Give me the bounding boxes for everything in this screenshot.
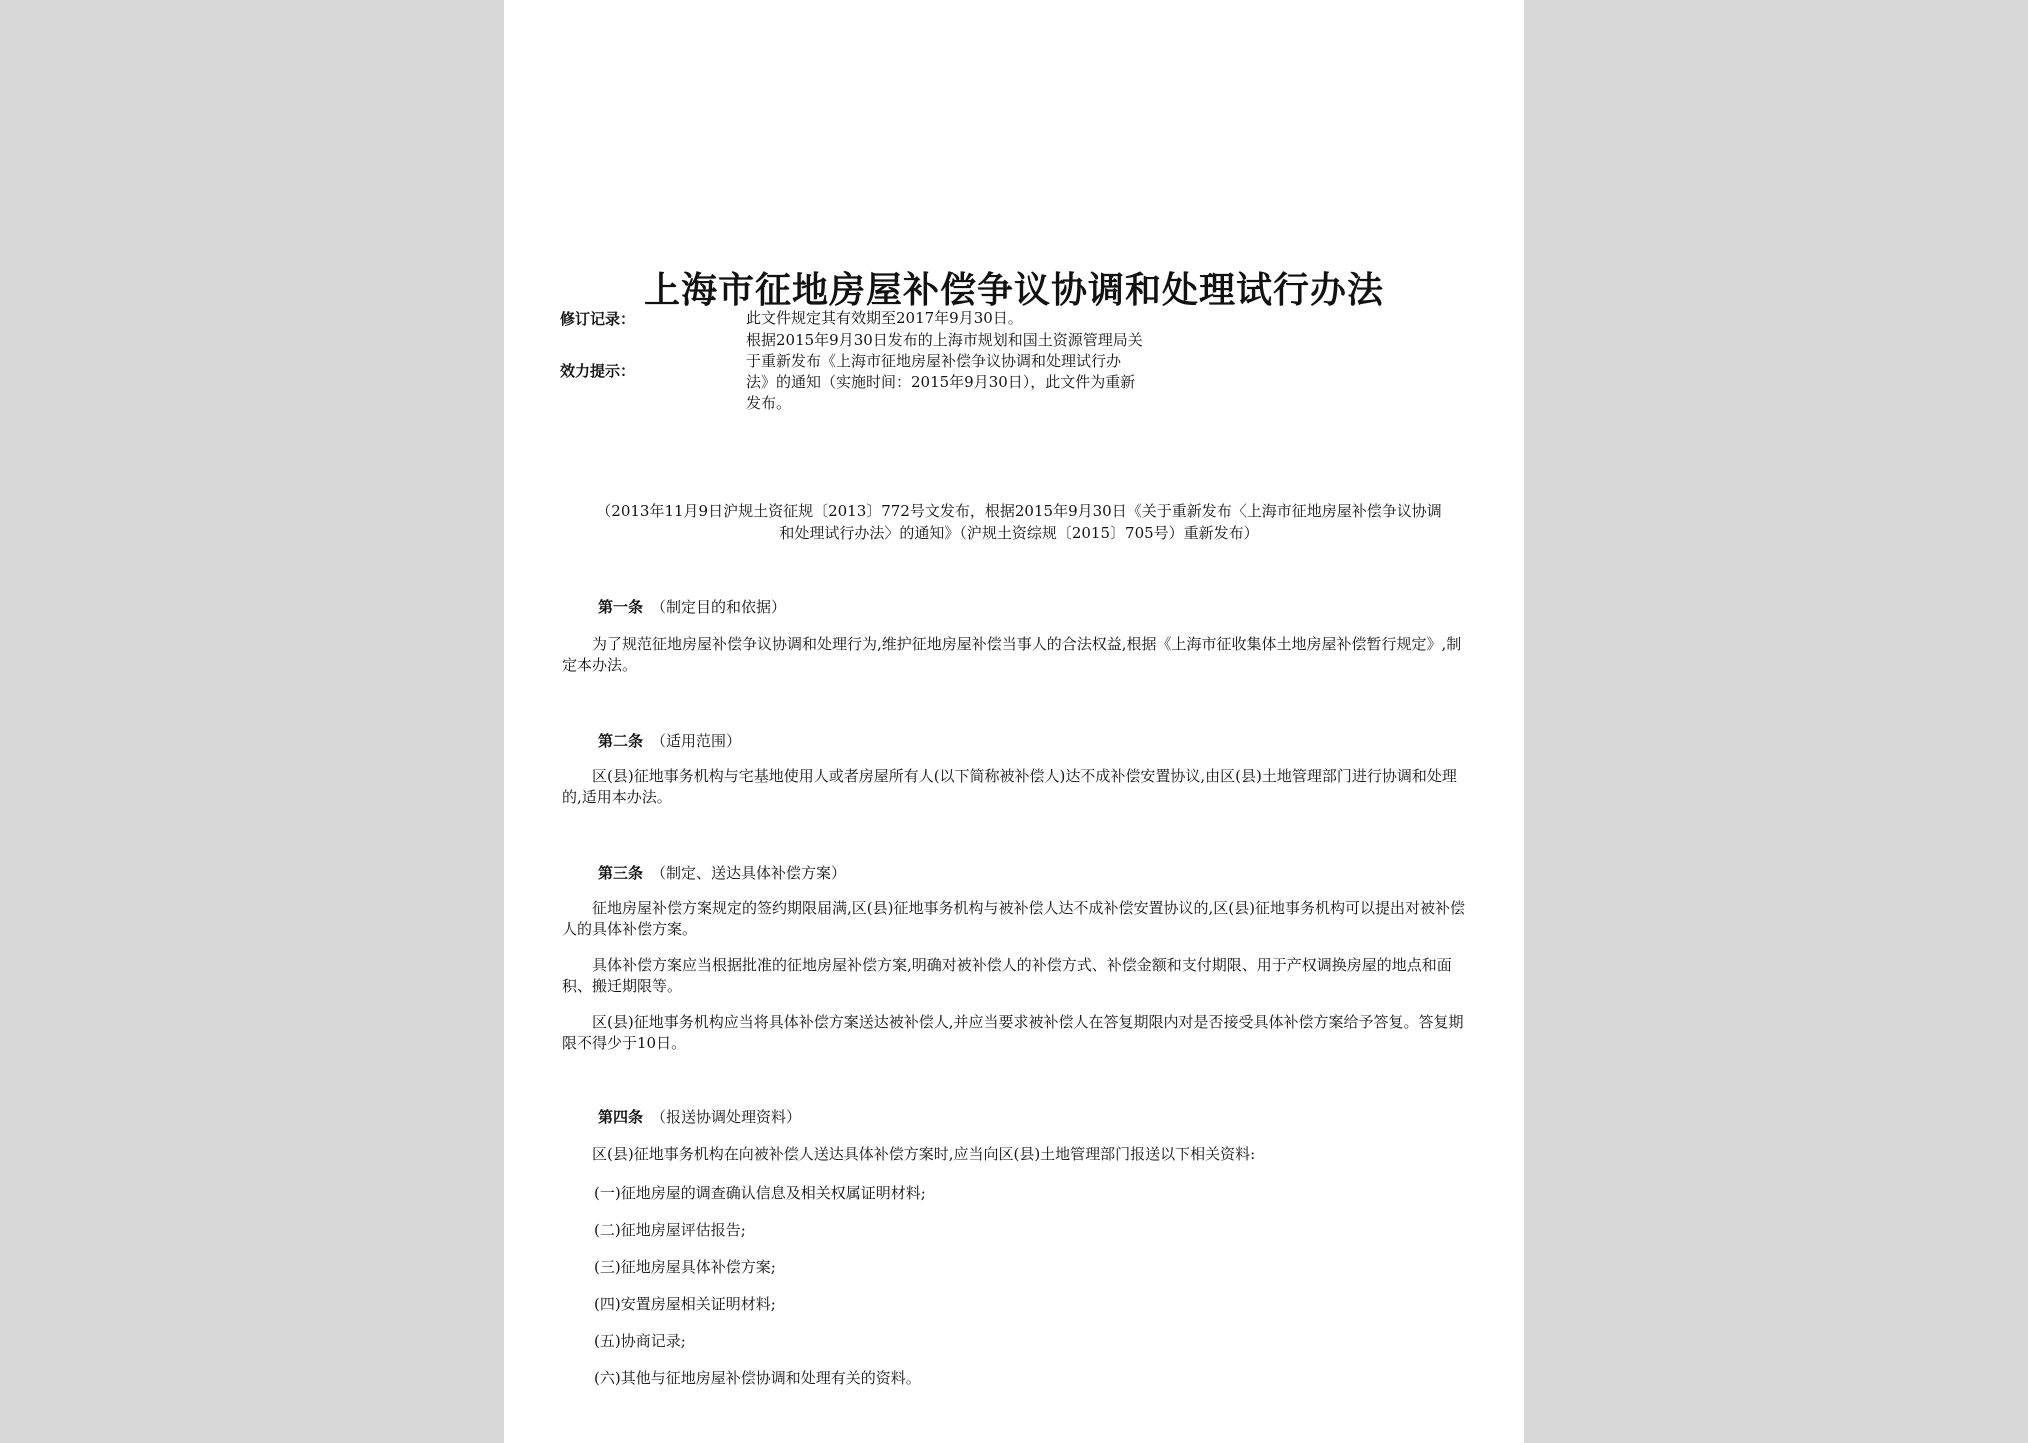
list-item: (一)征地房屋的调查确认信息及相关权属证明材料; [594,1184,926,1202]
document-title: 上海市征地房屋补偿争议协调和处理试行办法 [643,269,1384,311]
article-heading [598,862,846,883]
article-number: 第二条 [598,732,644,750]
article-heading [598,1106,801,1127]
issuance-line: 和处理试行办法〉的通知》（沪规土资综规〔2015〕705号）重新发布） [779,524,1259,542]
list-item: (四)安置房屋相关证明材料; [594,1295,776,1313]
effect-line: 根据2015年9月30日发布的上海市规划和国土资源管理局关 [746,331,1143,349]
article-topic: （报送协调处理资料） [651,1108,802,1126]
revision-label: 修订记录： [560,310,636,328]
effect-line: 法》的通知（实施时间：2015年9月30日），此文件为重新 [746,373,1136,391]
effect-text [746,330,1143,414]
list-item: (三)征地房屋具体补偿方案; [594,1258,776,1276]
article-topic: （制定、送达具体补偿方案） [651,864,847,882]
article-topic: （适用范围） [651,732,742,750]
article-number: 第三条 [598,864,644,882]
article-number: 第四条 [598,1108,644,1126]
effect-label: 效力提示： [560,362,636,380]
revision-text: 此文件规定其有效期至2017年9月30日。 [746,309,1023,327]
article-paragraph: 征地房屋补偿方案规定的签约期限届满,区(县)征地事务机构与被补偿人达不成补偿安置协议的,区(县)征地事务机构可以提出对被补偿人的具体补偿方案。 [562,899,1465,938]
article-number: 第一条 [598,598,644,616]
issuance-note [584,500,1454,544]
document-page [504,0,1524,1443]
effect-line: 发布。 [746,394,792,412]
article-paragraph: 区(县)征地事务机构在向被补偿人送达具体补偿方案时,应当向区(县)土地管理部门报送以下相关资料: [592,1145,1256,1163]
article-topic: （制定目的和依据） [651,598,787,616]
list-item: (六)其他与征地房屋补偿协调和处理有关的资料。 [594,1369,921,1387]
article-paragraph: 区(县)征地事务机构与宅基地使用人或者房屋所有人(以下简称被补偿人)达不成补偿安置协议,由区(县)土地管理部门进行协调和处理的,适用本办法。 [562,767,1457,806]
effect-line: 于重新发布《上海市征地房屋补偿争议协调和处理试行办 [746,352,1122,370]
list-item: (五)协商记录; [594,1332,686,1350]
issuance-line: （2013年11月9日沪规土资征规〔2013〕772号文发布，根据2015年9月30日《关于重新发布〈上海市征地房屋补偿争议协调 [596,502,1442,520]
article-paragraph: 为了规范征地房屋补偿争议协调和处理行为,维护征地房屋补偿当事人的合法权益,根据《上海市征收集体土地房屋补偿暂行规定》,制定本办法。 [562,635,1462,674]
article-heading [598,596,786,617]
article-paragraph: 区(县)征地事务机构应当将具体补偿方案送达被补偿人,并应当要求被补偿人在答复期限内对是否接受具体补偿方案给予答复。答复期限不得少于10日。 [562,1013,1464,1052]
list-item: (二)征地房屋评估报告; [594,1221,746,1239]
article-heading [598,730,741,751]
article-paragraph: 具体补偿方案应当根据批准的征地房屋补偿方案,明确对被补偿人的补偿方式、补偿金额和支付期限、用于产权调换房屋的地点和面积、搬迁期限等。 [562,956,1452,995]
